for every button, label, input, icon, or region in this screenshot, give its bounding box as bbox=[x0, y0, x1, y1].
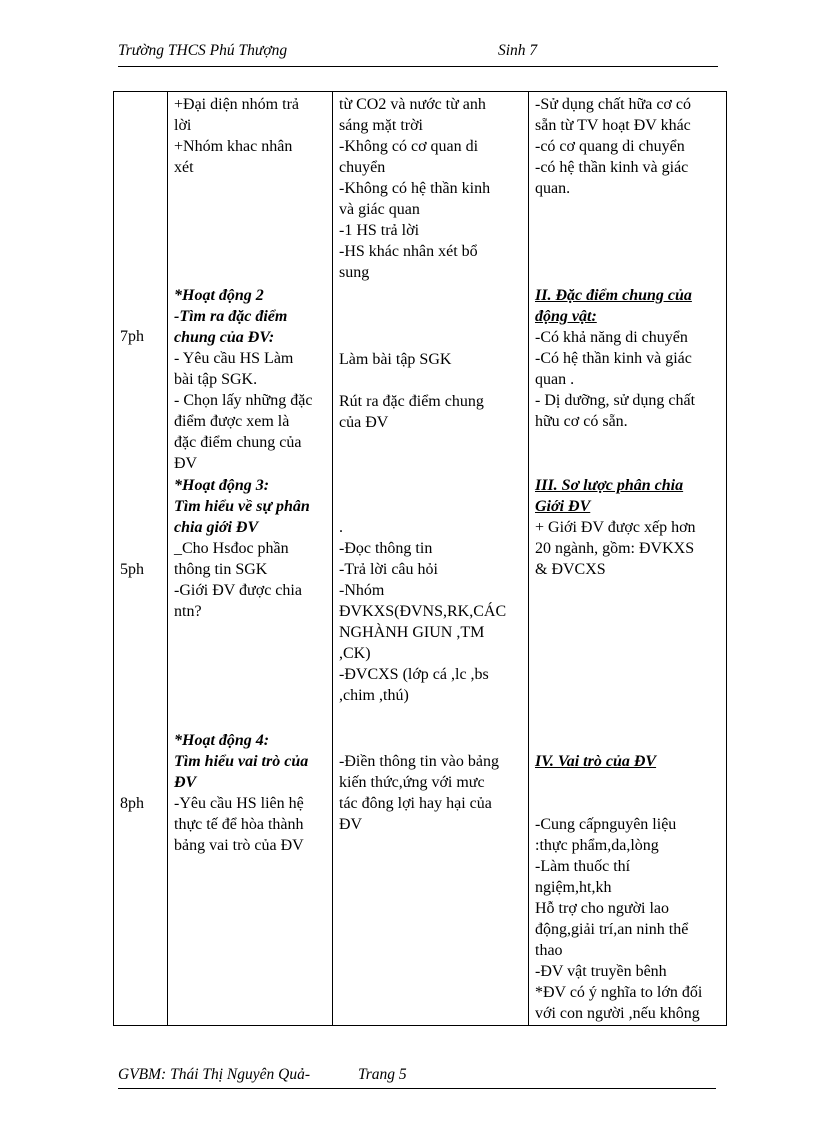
time-activity-2: 7ph bbox=[120, 328, 144, 345]
text-line: -có hệ thần kinh và giác bbox=[535, 159, 689, 176]
student-activity-2a bbox=[339, 349, 451, 370]
text-line: -Điền thông tin vào bảng bbox=[339, 753, 499, 770]
activity-heading: Tìm hiểu về sự phân bbox=[174, 498, 310, 515]
subject-name: Sinh 7 bbox=[498, 42, 538, 59]
content-block-2 bbox=[535, 285, 695, 432]
text-line: kiến thức,ứng với mưc bbox=[339, 774, 485, 791]
teacher-name: GVBM: Thái Thị Nguyên Quả- bbox=[118, 1066, 311, 1083]
page-header bbox=[118, 38, 718, 67]
text-line: xét bbox=[174, 159, 194, 176]
text-line: ngiệm,ht,kh bbox=[535, 879, 612, 896]
section-heading: II. Đặc điểm chung của bbox=[535, 287, 692, 304]
time-activity-3: 5ph bbox=[120, 561, 144, 578]
page-footer bbox=[118, 1064, 716, 1089]
text-line: động,giải trí,an ninh thể bbox=[535, 921, 689, 938]
activity-heading: ĐV bbox=[174, 774, 197, 791]
text-line: điểm được xem là bbox=[174, 413, 290, 430]
section-heading: IV. Vai trò của ĐV bbox=[535, 753, 657, 770]
text-line: - Yêu cầu HS Làm bbox=[174, 350, 294, 367]
text-line: Rút ra đặc điểm chung bbox=[339, 393, 484, 410]
teacher-activity-4 bbox=[174, 730, 308, 856]
text-line: sẵn từ TV hoạt ĐV khác bbox=[535, 117, 691, 134]
text-line: -Có khả năng di chuyển bbox=[535, 329, 688, 346]
text-line: quan. bbox=[535, 180, 571, 197]
text-line: :thực phẩm,da,lòng bbox=[535, 837, 659, 854]
text-line: và giác quan bbox=[339, 201, 420, 218]
teacher-activity-3 bbox=[174, 475, 310, 622]
table-divider bbox=[167, 91, 168, 1026]
text-line: đặc điểm chung của bbox=[174, 434, 302, 451]
text-line: quan . bbox=[535, 371, 575, 388]
text-line: tác đông lợi hay hại của bbox=[339, 795, 492, 812]
text-line: -HS khác nhân xét bổ bbox=[339, 243, 478, 260]
text-line: - Dị dưỡng, sử dụng chất bbox=[535, 392, 696, 409]
text-line: Hỗ trợ cho người lao bbox=[535, 900, 670, 917]
teacher-activity-2 bbox=[174, 285, 312, 474]
section-heading: động vật: bbox=[535, 308, 597, 325]
text-line: -Đọc thông tin bbox=[339, 540, 433, 557]
text-line: bảng vai trò của ĐV bbox=[174, 837, 304, 854]
text-line: & ĐVCXS bbox=[535, 561, 606, 578]
text-line: thao bbox=[535, 942, 563, 959]
text-line: NGHÀNH GIUN ,TM bbox=[339, 624, 485, 641]
school-name: Trường THCS Phú Thượng bbox=[118, 42, 288, 59]
text-line: thông tin SGK bbox=[174, 561, 268, 578]
text-line: ĐV bbox=[339, 816, 363, 833]
activity-heading: chia giới ĐV bbox=[174, 519, 259, 536]
text-line: -có cơ quang di chuyển bbox=[535, 138, 685, 155]
student-activity-3 bbox=[339, 517, 506, 706]
text-line: ĐVKXS(ĐVNS,RK,CÁC bbox=[339, 603, 507, 620]
text-line: ,CK) bbox=[339, 645, 371, 662]
content-block-4 bbox=[535, 814, 702, 1024]
text-line: -Yêu cầu HS liên hệ bbox=[174, 795, 304, 812]
text-line: ĐV bbox=[174, 455, 198, 472]
text-line: từ CO2 và nước từ anh bbox=[339, 96, 486, 113]
text-line: +Nhóm khac nhân bbox=[174, 138, 293, 155]
activity-heading: *Hoạt động 3: bbox=[174, 477, 270, 494]
section-heading: III. Sơ lược phân chia bbox=[535, 477, 684, 494]
activity-heading: *Hoạt động 2 bbox=[174, 287, 264, 304]
text-line: thực tế để hòa thành bbox=[174, 816, 304, 833]
text-line: -1 HS trả lời bbox=[339, 222, 420, 239]
page-number: Trang 5 bbox=[358, 1066, 407, 1083]
text-line: chuyển bbox=[339, 159, 386, 176]
text-line: ntn? bbox=[174, 603, 202, 620]
text-line: với con người ,nếu không bbox=[535, 1005, 700, 1022]
text-line: -ĐV vật truyền bênh bbox=[535, 963, 667, 980]
text-line: ,chim ,thú) bbox=[339, 687, 409, 704]
text-line: -ĐVCXS (lớp cá ,lc ,bs bbox=[339, 666, 489, 683]
table-divider bbox=[528, 91, 529, 1026]
text-line: -Trả lời câu hỏi bbox=[339, 561, 438, 578]
content-block-1 bbox=[535, 94, 691, 199]
text-line: + Giới ĐV được xếp hơn bbox=[535, 519, 696, 536]
text-line: -Làm thuốc thí bbox=[535, 858, 631, 875]
text-line: -Không có cơ quan di bbox=[339, 138, 479, 155]
text-line: -Nhóm bbox=[339, 582, 385, 599]
activity-heading: -Tìm ra đặc điểm bbox=[174, 308, 288, 325]
table-divider bbox=[332, 91, 333, 1026]
text-line: -Giới ĐV được chia bbox=[174, 582, 302, 599]
text-line: sáng mặt trời bbox=[339, 117, 423, 134]
text-line: -Không có hệ thần kinh bbox=[339, 180, 491, 197]
text-line: -Có hệ thần kinh và giác bbox=[535, 350, 692, 367]
student-activity-1 bbox=[339, 94, 490, 283]
activity-heading: *Hoạt động 4: bbox=[174, 732, 270, 749]
text-line: -Cung cấpnguyên liệu bbox=[535, 816, 677, 833]
content-block-4-heading bbox=[535, 751, 656, 772]
text-line: . bbox=[339, 519, 343, 536]
section-heading: Giới ĐV bbox=[535, 498, 591, 515]
text-line: *ĐV có ý nghĩa to lớn đối bbox=[535, 984, 703, 1001]
text-line: lời bbox=[174, 117, 192, 134]
time-activity-4: 8ph bbox=[120, 795, 144, 812]
activity-heading: Tìm hiểu vai trò của bbox=[174, 753, 309, 770]
text-line: bài tập SGK. bbox=[174, 371, 258, 388]
text-line: Làm bài tập SGK bbox=[339, 351, 452, 368]
text-line: - Chọn lấy những đặc bbox=[174, 392, 313, 409]
text-line: hữu cơ có sẵn. bbox=[535, 413, 628, 430]
text-line: của ĐV bbox=[339, 414, 389, 431]
text-line: +Đại diện nhóm trả bbox=[174, 96, 299, 113]
student-activity-4 bbox=[339, 751, 499, 835]
student-activity-2b bbox=[339, 391, 484, 433]
text-line: 20 ngành, gồm: ĐVKXS bbox=[535, 540, 695, 557]
text-line: -Sử dụng chất hữa cơ có bbox=[535, 96, 691, 113]
teacher-activity-1 bbox=[174, 94, 299, 178]
text-line: _Cho Hsđoc phần bbox=[174, 540, 289, 557]
activity-heading: chung của ĐV: bbox=[174, 329, 275, 346]
content-block-3 bbox=[535, 475, 696, 580]
text-line: sung bbox=[339, 264, 370, 281]
